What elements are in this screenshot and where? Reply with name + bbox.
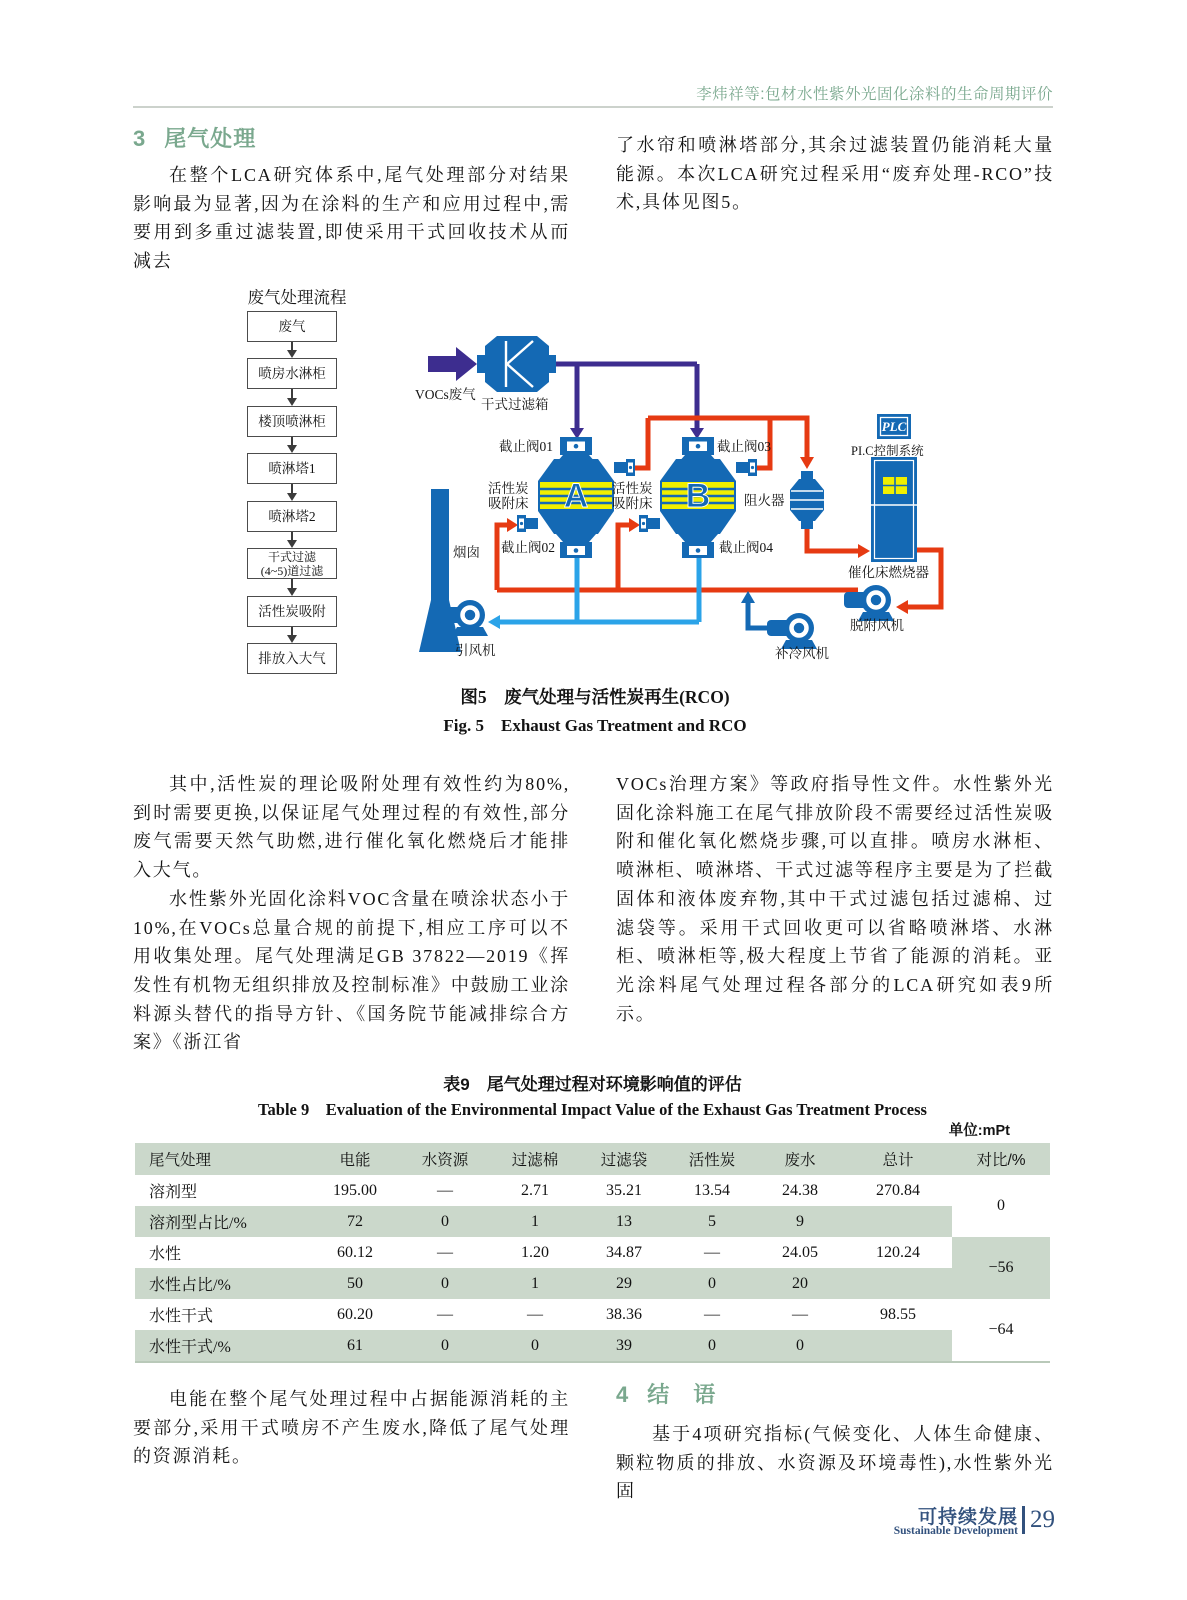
paragraph: VOCs治理方案》等政府指导性文件。水性紫外光固化涂料施工在尾气排放阶段不需要经过活性炭吸附和催化氧化燃烧步骤,可以直排。喷房水淋柜、喷淋柜、喷淋塔、干式过滤等程序主要是为了拦截固体和液体废弃物,其中干式过滤包括过滤棉、过滤袋等。采用干式回收更可以省略喷淋塔、水淋柜、喷淋柜等,极大程度上节省了能源的消耗。亚光涂料尾气处理过程各部分的LCA研究如表9所示。 (616, 774, 1054, 1024)
cell: 0 (400, 1330, 490, 1362)
cell: 水性 (149, 1246, 182, 1263)
column-header: 对比/% (952, 1143, 1050, 1175)
cell: 29 (580, 1268, 668, 1299)
flow-step-carbon-adsorption: 活性炭吸附 (247, 596, 337, 627)
cell: 1 (490, 1206, 580, 1237)
carbon-bed-label-b: 活性炭 吸附床 (612, 481, 653, 511)
valve03-label: 截止阀03 (717, 439, 771, 454)
flame-arrester-label: 阻火器 (744, 493, 785, 508)
catalytic-burner-shape (871, 457, 917, 562)
compare-cell: −64 (952, 1299, 1050, 1362)
cell: 9 (756, 1206, 844, 1237)
cell: 50 (310, 1268, 400, 1299)
cell (844, 1268, 952, 1299)
cell: 5 (668, 1206, 756, 1237)
valve01-label: 截止阀01 (499, 439, 553, 454)
table9-title-en: Table 9 Evaluation of the Environmental Impact Value of the Exhaust Gas Treatment Process (258, 1100, 927, 1119)
vessel-a-letter: A (563, 477, 589, 515)
table-row (135, 1237, 1050, 1268)
paragraph-block (133, 770, 570, 1057)
cell (844, 1330, 952, 1362)
chimney-label: 烟囱 (453, 545, 480, 560)
footer-journal-en: Sustainable Development (893, 1525, 1018, 1537)
paragraph: 在整个LCA研究体系中,尾气处理部分对结果影响最为显著,因为在涂料的生产和应用过程中,需要用到多重过滤装置,即使采用干式回收技术从而减去 (133, 165, 570, 272)
header-rule (133, 106, 1053, 108)
vessel-b-letter: B (685, 477, 711, 515)
plc-system-label: PI.C控制系统 (851, 444, 924, 458)
cell: 24.38 (782, 1181, 818, 1199)
dry-filter-label: 干式过滤箱 (481, 397, 549, 412)
vocs-inlet-arrow-icon (428, 347, 477, 381)
cell: 2.71 (521, 1181, 549, 1199)
cell: 1.20 (521, 1243, 549, 1261)
cell: — (704, 1243, 720, 1261)
down-arrow-icon (285, 484, 299, 501)
column-header: 活性炭 (668, 1143, 756, 1175)
figure5-caption-zh: 图5 废气处理与活性炭再生(RCO) (460, 687, 730, 707)
cell: 0 (668, 1330, 756, 1362)
cell: 水性干式 (149, 1308, 214, 1325)
cell: 0 (490, 1330, 580, 1362)
column-header: 水资源 (400, 1143, 490, 1175)
cooling-fan-label: 补冷风机 (775, 646, 829, 661)
cell: 溶剂型 (149, 1184, 198, 1201)
flow-step-spray-tower-1: 喷淋塔1 (247, 453, 337, 484)
column-header: 过滤袋 (580, 1143, 668, 1175)
dry-filter-box (477, 336, 556, 392)
cell: 24.05 (782, 1243, 818, 1261)
table-row (135, 1299, 1050, 1330)
section4-heading (616, 1378, 716, 1409)
down-arrow-icon (285, 437, 299, 453)
cell: 13 (580, 1206, 668, 1237)
down-arrow-icon (285, 389, 299, 406)
cell: 72 (310, 1206, 400, 1237)
cell: — (527, 1305, 543, 1323)
valve02-label: 截止阀02 (501, 540, 555, 555)
section4-title: 结 语 (647, 1382, 717, 1407)
cell: 120.24 (876, 1243, 920, 1261)
cell: 38.36 (606, 1305, 642, 1323)
flow-step-waste-gas: 废气 (247, 311, 337, 342)
cell: 61 (310, 1330, 400, 1362)
paragraph: 了水帘和喷淋塔部分,其余过滤装置仍能消耗大量能源。本次LCA研究过程采用“废弃处理-RCO”技术,具体见图5。 (616, 135, 1054, 213)
cell (844, 1206, 952, 1237)
section3-number: 3 (133, 126, 147, 151)
down-arrow-icon (285, 532, 299, 548)
cell: 0 (668, 1268, 756, 1299)
plc-box (877, 414, 911, 439)
table9 (135, 1143, 1050, 1363)
footer-divider (1022, 1506, 1025, 1534)
cell: 35.21 (606, 1181, 642, 1199)
plc-label: PLC (881, 419, 907, 434)
compare-cell: −56 (952, 1237, 1050, 1299)
cell: — (437, 1243, 453, 1261)
table-row (135, 1175, 1050, 1206)
cell: 98.55 (880, 1305, 916, 1323)
cell: 270.84 (876, 1181, 920, 1199)
table-row (135, 1330, 1050, 1362)
flowchart-title: 废气处理流程 (247, 288, 347, 307)
cell: — (437, 1305, 453, 1323)
paragraph: 其中,活性炭的理论吸附处理有效性约为80%,到时需要更换,以保证尾气处理过程的有效性,部分废气需要天然气助燃,进行催化氧化燃烧后才能排入大气。 (133, 774, 570, 881)
column-header: 废水 (756, 1143, 844, 1175)
cell: 34.87 (606, 1243, 642, 1261)
paragraph: 水性紫外光固化涂料VOC含量在喷涂状态小于10%,在VOCs总量合规的前提下,相应工序可以不用收集处理。尾气处理满足GB 37822—2019《挥发性有机物无组织排放及控制标准》中鼓励工业涂料源头替代的指导方针、《国务院节能减排综合方案》《浙江省 (133, 888, 570, 1053)
flame-arrester-shape (790, 471, 824, 529)
column-header: 尾气处理 (135, 1143, 310, 1175)
catalytic-burner-label: 催化床燃烧器 (848, 565, 929, 580)
cell: 1 (490, 1268, 580, 1299)
chimney-shape (419, 489, 461, 652)
table-header-row (135, 1143, 1050, 1175)
cell: 60.12 (337, 1243, 373, 1261)
cell: — (792, 1305, 808, 1323)
compare-cell: 0 (952, 1175, 1050, 1237)
cooling-fan-shape (767, 613, 817, 649)
running-head: 李炜祥等:包材水性紫外光固化涂料的生命周期评价 (696, 86, 1053, 103)
page-number: 29 (1030, 1506, 1055, 1533)
column-header: 电能 (310, 1143, 400, 1175)
valve04-label: 截止阀04 (719, 540, 773, 555)
flow-step-dry-filter: 干式过滤 (4~5)道过滤 (247, 548, 337, 579)
column-header: 过滤棉 (490, 1143, 580, 1175)
figure5-caption-en: Fig. 5 Exhaust Gas Treatment and RCO (443, 716, 747, 735)
down-arrow-icon (285, 579, 299, 596)
desorption-fan-label: 脱附风机 (850, 618, 904, 633)
down-arrow-icon (285, 342, 299, 358)
cell: 溶剂型占比/% (135, 1206, 310, 1237)
column-header: 总计 (844, 1143, 952, 1175)
cell: 水性干式/% (135, 1330, 310, 1362)
paragraph: 电能在整个尾气处理过程中占据能源消耗的主要部分,采用干式喷房不产生废水,降低了尾气处理的资源消耗。 (133, 1389, 570, 1467)
cell: 195.00 (333, 1181, 377, 1199)
table9-title-zh: 表9 尾气处理过程对环境影响值的评估 (443, 1075, 742, 1094)
cell: 0 (400, 1268, 490, 1299)
table-row (135, 1206, 1050, 1237)
flow-step-roof-spray-cabinet: 楼顶喷淋柜 (247, 406, 337, 437)
vocs-gas-label: VOCs废气 (415, 387, 476, 402)
cell: 0 (756, 1330, 844, 1362)
cell: — (704, 1305, 720, 1323)
cell: 39 (580, 1330, 668, 1362)
flow-step-emission: 排放入大气 (247, 643, 337, 674)
cell: — (437, 1181, 453, 1199)
table9-unit: 单位:mPt (948, 1123, 1010, 1139)
down-arrow-icon (285, 627, 299, 643)
cell: 13.54 (694, 1181, 730, 1199)
cell: 60.20 (337, 1305, 373, 1323)
draft-fan-label: 引风机 (455, 643, 496, 658)
footer-journal-zh: 可持续发展 (917, 1507, 1018, 1528)
flow-step-spray-water-cabinet: 喷房水淋柜 (247, 358, 337, 389)
flow-step-spray-tower-2: 喷淋塔2 (247, 501, 337, 532)
section3-heading (133, 122, 256, 153)
section3-title: 尾气处理 (164, 126, 257, 151)
carbon-bed-label-a: 活性炭 吸附床 (488, 481, 529, 511)
table-row (135, 1268, 1050, 1299)
cell: 水性占比/% (135, 1268, 310, 1299)
cell: 0 (400, 1206, 490, 1237)
cell: 20 (756, 1268, 844, 1299)
paragraph: 基于4项研究指标(气候变化、人体生命健康、颗粒物质的排放、水资源及环境毒性),水性紫外光固 (616, 1424, 1054, 1502)
section4-number: 4 (616, 1382, 630, 1407)
